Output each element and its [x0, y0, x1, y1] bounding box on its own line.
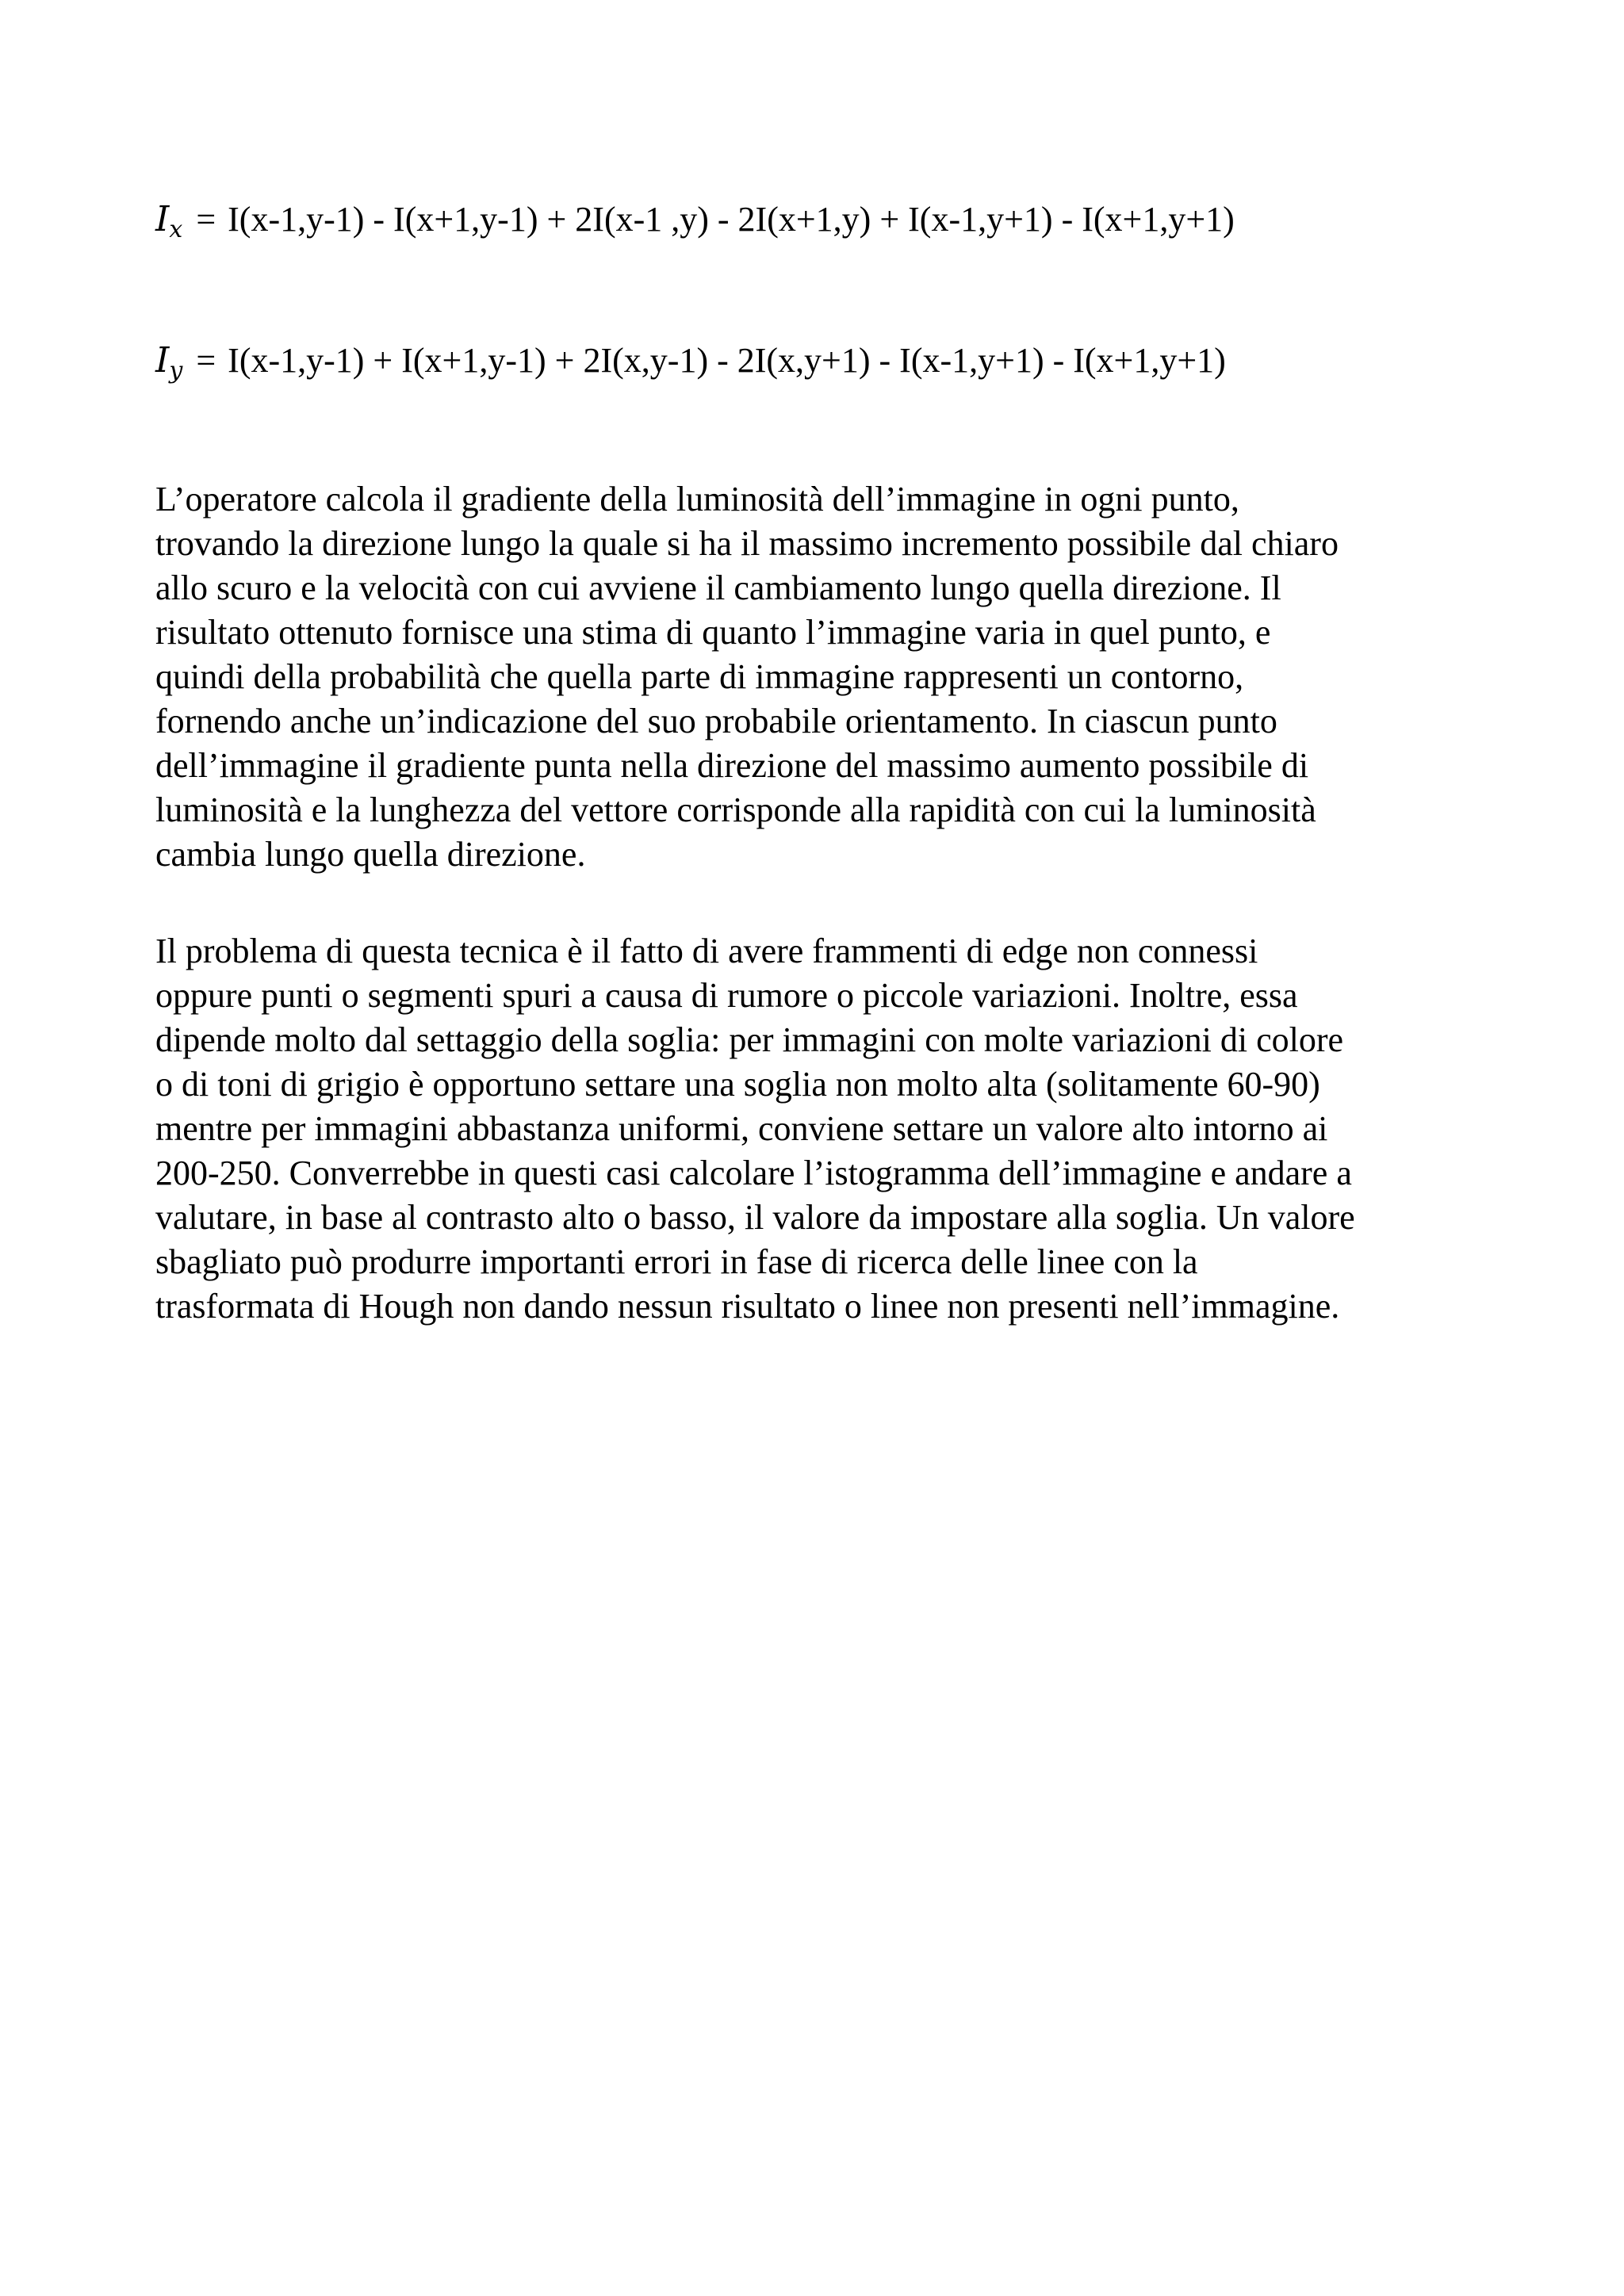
- formula-iy-subscript: y: [169, 357, 183, 385]
- paragraph-line: L’operatore calcola il gradiente della luminosità dell’immagine in ogni punto,: [155, 480, 1239, 519]
- paragraph-technique-problem: [155, 929, 1503, 1329]
- paragraph-line: allo scuro e la velocità con cui avviene il cambiamento lungo quella direzione. Il: [155, 568, 1281, 607]
- paragraph-gradient-description: [155, 477, 1503, 877]
- paragraph-line: mentre per immagini abbastanza uniformi, conviene settare un valore alto intorno ai: [155, 1109, 1328, 1148]
- paragraph-line: Il problema di questa tecnica è il fatto di avere frammenti di edge non connessi: [155, 932, 1258, 970]
- paragraph-line: dell’immagine il gradiente punta nella direzione del massimo aumento possibile di: [155, 746, 1309, 785]
- formula-ix-subscript: x: [169, 216, 183, 243]
- paragraph-line: trovando la direzione lungo la quale si ha il massimo incremento possibile dal chiaro: [155, 524, 1339, 563]
- paragraph-line: quindi della probabilità che quella parte di immagine rappresenti un contorno,: [155, 657, 1244, 696]
- paragraph-line: luminosità e la lunghezza del vettore corrisponde alla rapidità con cui la luminosità: [155, 790, 1316, 829]
- paragraph-line: o di toni di grigio è opportuno settare una soglia non molto alta (solitamente 60-90): [155, 1065, 1320, 1104]
- paragraph-line: oppure punti o segmenti spuri a causa di rumore o piccole variazioni. Inoltre, essa: [155, 976, 1298, 1015]
- formula-iy: [155, 340, 1226, 385]
- formula-iy-expression: I(x-1,y-1) + I(x+1,y-1) + 2I(x,y-1) - 2I(x,y+1) - I(x-1,y+1) - I(x+1,y+1): [228, 341, 1226, 380]
- formula-ix: [155, 199, 1235, 243]
- paragraph-line: trasformata di Hough non dando nessun risultato o linee non presenti nell’immagine.: [155, 1287, 1340, 1326]
- paragraph-line: valutare, in base al contrasto alto o basso, il valore da impostare alla soglia. Un valore: [155, 1198, 1355, 1237]
- formula-iy-equals: =: [196, 341, 216, 380]
- paragraph-line: 200-250. Converrebbe in questi casi calcolare l’istogramma dell’immagine e andare a: [155, 1154, 1352, 1192]
- paragraph-line: cambia lungo quella direzione.: [155, 835, 586, 874]
- paragraph-line: sbagliato può produrre importanti errori in fase di ricerca delle linee con la: [155, 1242, 1198, 1281]
- formula-iy-symbol: I: [155, 340, 170, 381]
- formula-ix-equals: =: [196, 200, 216, 239]
- paragraph-line: fornendo anche un’indicazione del suo probabile orientamento. In ciascun punto: [155, 702, 1277, 740]
- formula-ix-symbol: I: [155, 199, 170, 239]
- formula-ix-expression: I(x-1,y-1) - I(x+1,y-1) + 2I(x-1 ,y) - 2I(x+1,y) + I(x-1,y+1) - I(x+1,y+1): [228, 200, 1235, 239]
- paragraph-line: dipende molto dal settaggio della soglia: per immagini con molte variazioni di colore: [155, 1020, 1344, 1059]
- paragraph-line: risultato ottenuto fornisce una stima di quanto l’immagine varia in quel punto, e: [155, 613, 1271, 652]
